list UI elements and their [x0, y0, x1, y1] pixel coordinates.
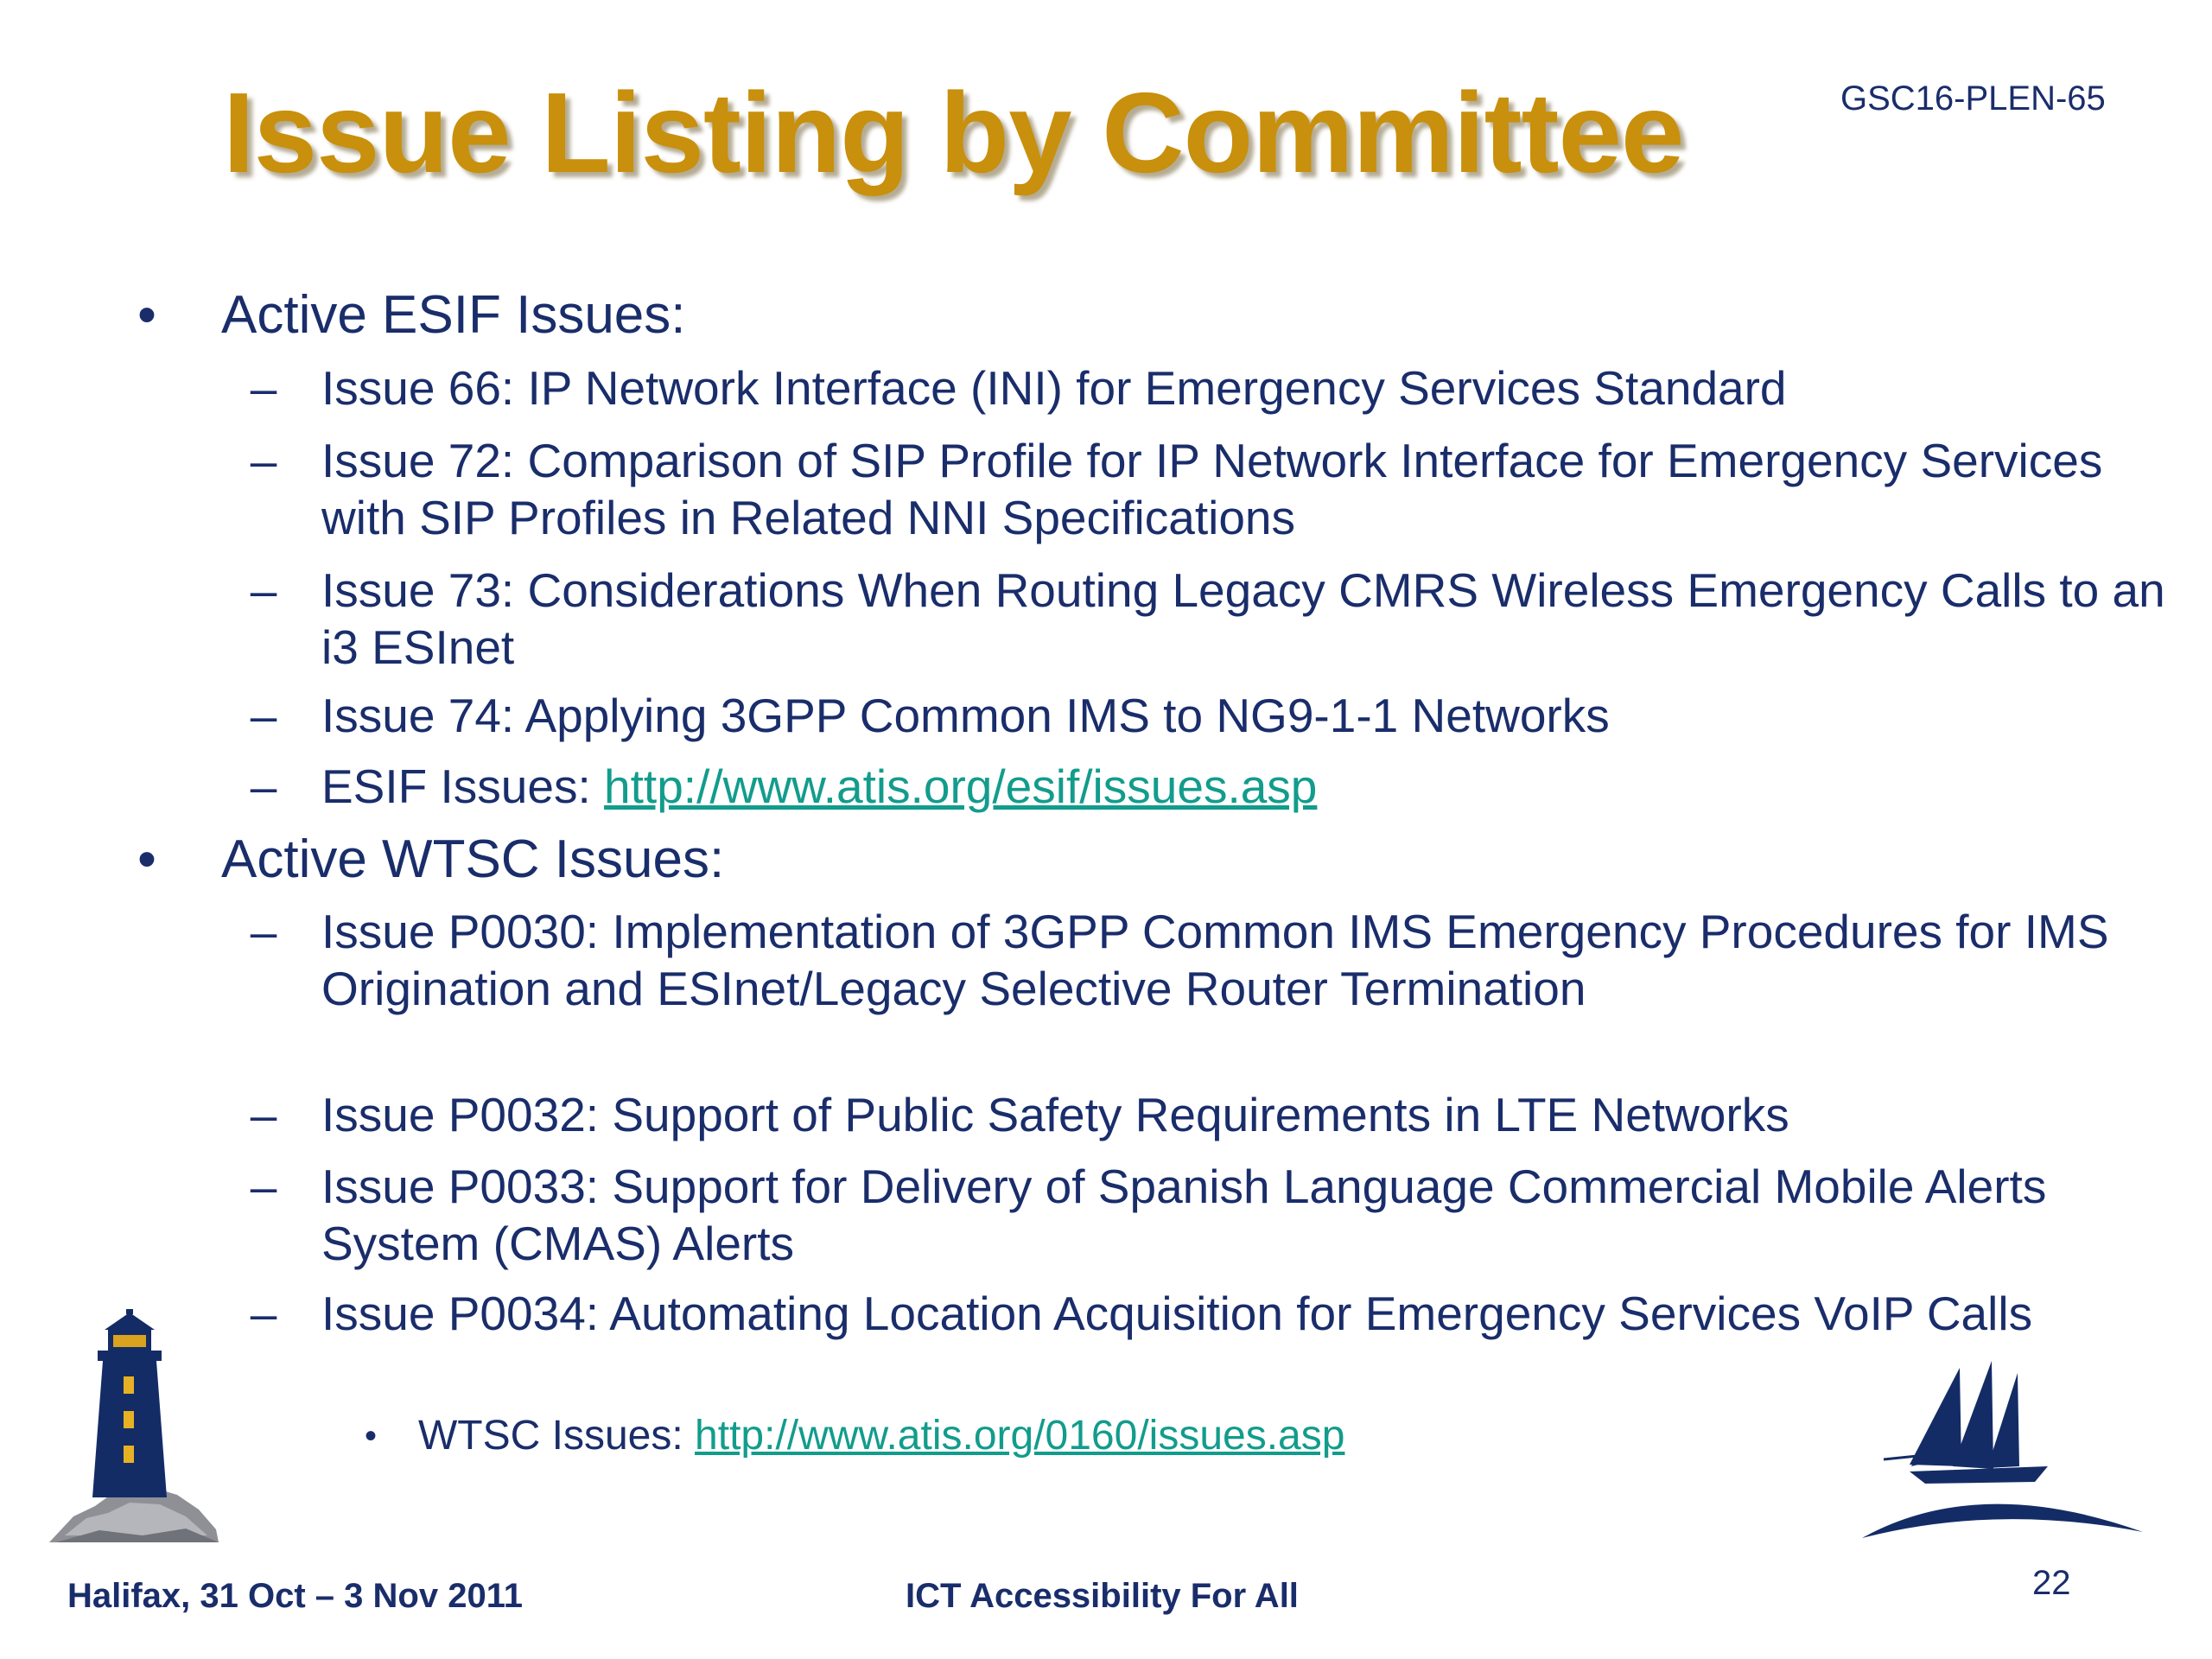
dash-marker: – [250, 563, 277, 617]
issue-text: Issue 74: Applying 3GPP Common IMS to NG9-1-1 Networks [321, 689, 1610, 742]
list-item [242, 432, 2188, 546]
list-item [242, 562, 2188, 676]
issue-text: Issue P0030: Implementation of 3GPP Common IMS Emergency Procedures for IMS Origination and ESInet/Legacy Selective Router Termination [321, 905, 2109, 1015]
bullet-marker: • [364, 1417, 377, 1455]
list-item [242, 1086, 2188, 1143]
list-item [242, 758, 2188, 815]
sailing-ship-icon [1849, 1361, 2152, 1551]
list-item [242, 1285, 2188, 1342]
dash-marker: – [250, 1287, 277, 1340]
esif-issues-link[interactable]: http://www.atis.org/esif/issues.asp [604, 760, 1318, 813]
section-heading: Active ESIF Issues: [221, 285, 686, 345]
dash-marker: – [250, 689, 277, 742]
issue-text: Issue P0034: Automating Location Acquisition for Emergency Services VoIP Calls [321, 1287, 2033, 1340]
issues-link-line [321, 758, 2188, 815]
bullet-marker: • [137, 830, 156, 889]
issue-text: Issue 72: Comparison of SIP Profile for IP Network Interface for Emergency Services with SIP Profiles in Related NNI Specifications [321, 434, 2103, 544]
issue-text: Issue P0033: Support for Delivery of Spanish Language Commercial Mobile Alerts System (CMAS) Alerts [321, 1160, 2047, 1270]
list-item [242, 1158, 2188, 1272]
dash-marker: – [250, 760, 277, 813]
list-item [242, 687, 2188, 744]
issues-link-line [418, 1410, 1344, 1462]
dash-marker: – [250, 361, 277, 415]
list-item [242, 903, 2188, 1017]
wtsc-issues-link[interactable]: http://www.atis.org/0160/issues.asp [695, 1413, 1345, 1459]
section-heading: Active WTSC Issues: [221, 830, 725, 889]
footer-location-date: Halifax, 31 Oct – 3 Nov 2011 [67, 1577, 523, 1615]
page-number: 22 [2032, 1564, 2071, 1602]
dash-marker: – [250, 905, 277, 958]
link-label: ESIF Issues: [321, 760, 605, 813]
footer-theme: ICT Accessibility For All [906, 1577, 1299, 1615]
issue-text: Issue 73: Considerations When Routing Legacy CMRS Wireless Emergency Calls to an i3 ESInet [321, 563, 2165, 674]
issue-text: Issue 66: IP Network Interface (INI) for Emergency Services Standard [321, 361, 1787, 415]
issue-text: Issue P0032: Support of Public Safety Requirements in LTE Networks [321, 1088, 1789, 1141]
lighthouse-icon [48, 1309, 220, 1551]
document-reference: GSC16-PLEN-65 [1840, 79, 2106, 118]
dash-marker: – [250, 1088, 277, 1141]
link-label: WTSC Issues: [418, 1413, 696, 1459]
list-item [242, 359, 2188, 416]
dash-marker: – [250, 434, 277, 487]
dash-marker: – [250, 1160, 277, 1213]
slide-title: Issue Listing by Committee [223, 69, 1684, 196]
bullet-marker: • [137, 285, 156, 345]
